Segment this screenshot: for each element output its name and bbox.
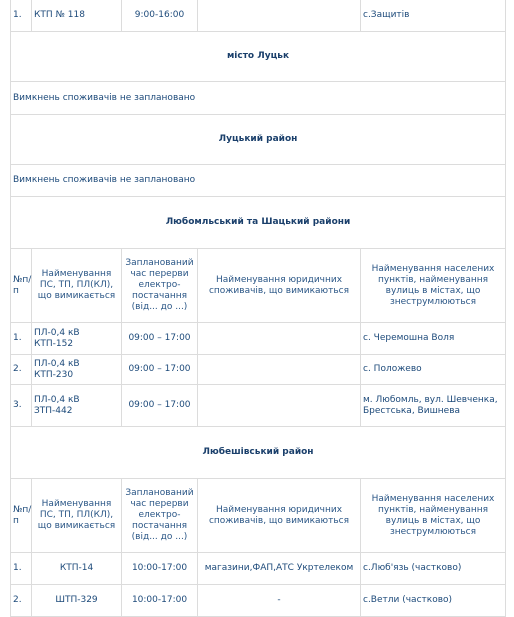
table-row bbox=[11, 323, 506, 355]
no-outages-note: Вимкнень споживачів не заплановано bbox=[11, 82, 506, 115]
row-number: 1. bbox=[11, 553, 32, 585]
legal-consumers-cell bbox=[198, 0, 361, 32]
table-header-row bbox=[11, 479, 506, 553]
header-number: №п/п bbox=[11, 249, 32, 323]
row-number: 1. bbox=[11, 323, 32, 355]
table-header-row bbox=[11, 249, 506, 323]
substation-cell: ПЛ-0,4 кВ КТП-230 bbox=[32, 355, 122, 385]
header-legal-consumers: Найменування юридичних споживачів, що вимикаються bbox=[198, 479, 361, 553]
header-legal-consumers: Найменування юридичних споживачів, що вимикаються bbox=[198, 249, 361, 323]
legal-consumers-cell bbox=[198, 355, 361, 385]
header-settlements: Найменування населених пунктів, найменування вулиць в містах, що знеструмлюються bbox=[361, 249, 506, 323]
settlements-cell: с.Ветли (частково) bbox=[361, 585, 506, 617]
header-time: Запланований час перерви електро-постачання (від... до ...) bbox=[122, 249, 198, 323]
section-title-row bbox=[11, 115, 506, 165]
no-outages-note: Вимкнень споживачів не заплановано bbox=[11, 165, 506, 197]
section-title-lyuboml: Любомльський та Шацький райони bbox=[11, 197, 506, 249]
settlements-cell: с.Защитів bbox=[361, 0, 506, 32]
substation-cell: ПЛ-0,4 кВ КТП-152 bbox=[32, 323, 122, 355]
row-number: 1. bbox=[11, 0, 32, 32]
substation-cell: КТП № 118 bbox=[32, 0, 122, 32]
time-cell: 10:00-17:00 bbox=[122, 585, 198, 617]
time-cell: 09:00 – 17:00 bbox=[122, 323, 198, 355]
table-row bbox=[11, 553, 506, 585]
time-cell: 9:00-16:00 bbox=[122, 0, 198, 32]
table-row bbox=[11, 385, 506, 427]
header-number: №п/п bbox=[11, 479, 32, 553]
row-number: 2. bbox=[11, 585, 32, 617]
table-row bbox=[11, 0, 506, 32]
settlements-cell: с.Люб'язь (частково) bbox=[361, 553, 506, 585]
time-cell: 10:00-17:00 bbox=[122, 553, 198, 585]
settlements-cell: с. Положево bbox=[361, 355, 506, 385]
substation-cell: ШТП-329 bbox=[32, 585, 122, 617]
section-title-row bbox=[11, 197, 506, 249]
settlements-cell: с. Черемошна Воля bbox=[361, 323, 506, 355]
legal-consumers-cell: - bbox=[198, 585, 361, 617]
row-number: 3. bbox=[11, 385, 32, 427]
section-title-row bbox=[11, 32, 506, 82]
legal-consumers-cell: магазини,ФАП,АТС Укртелеком bbox=[198, 553, 361, 585]
section-note-row bbox=[11, 165, 506, 197]
table-row bbox=[11, 355, 506, 385]
substation-cell: ПЛ-0,4 кВ ЗТП-442 bbox=[32, 385, 122, 427]
substation-cell: КТП-14 bbox=[32, 553, 122, 585]
legal-consumers-cell bbox=[198, 323, 361, 355]
settlements-cell: м. Любомль, вул. Шевченка, Брестська, Вишнева bbox=[361, 385, 506, 427]
header-time: Запланований час перерви електро-постачання (від... до ...) bbox=[122, 479, 198, 553]
outage-table bbox=[10, 0, 506, 617]
section-note-row bbox=[11, 82, 506, 115]
legal-consumers-cell bbox=[198, 385, 361, 427]
row-number: 2. bbox=[11, 355, 32, 385]
section-title-lutsk-district: Луцький район bbox=[11, 115, 506, 165]
section-title-lyubeshiv: Любешівський район bbox=[11, 427, 506, 479]
header-settlements: Найменування населених пунктів, найменування вулиць в містах, що знеструмлюються bbox=[361, 479, 506, 553]
time-cell: 09:00 – 17:00 bbox=[122, 385, 198, 427]
section-title-row bbox=[11, 427, 506, 479]
header-substation: Найменування ПС, ТП, ПЛ(КЛ), що вимикається bbox=[32, 249, 122, 323]
header-substation: Найменування ПС, ТП, ПЛ(КЛ), що вимикається bbox=[32, 479, 122, 553]
time-cell: 09:00 – 17:00 bbox=[122, 355, 198, 385]
section-title-lutsk-city: місто Луцьк bbox=[11, 32, 506, 82]
